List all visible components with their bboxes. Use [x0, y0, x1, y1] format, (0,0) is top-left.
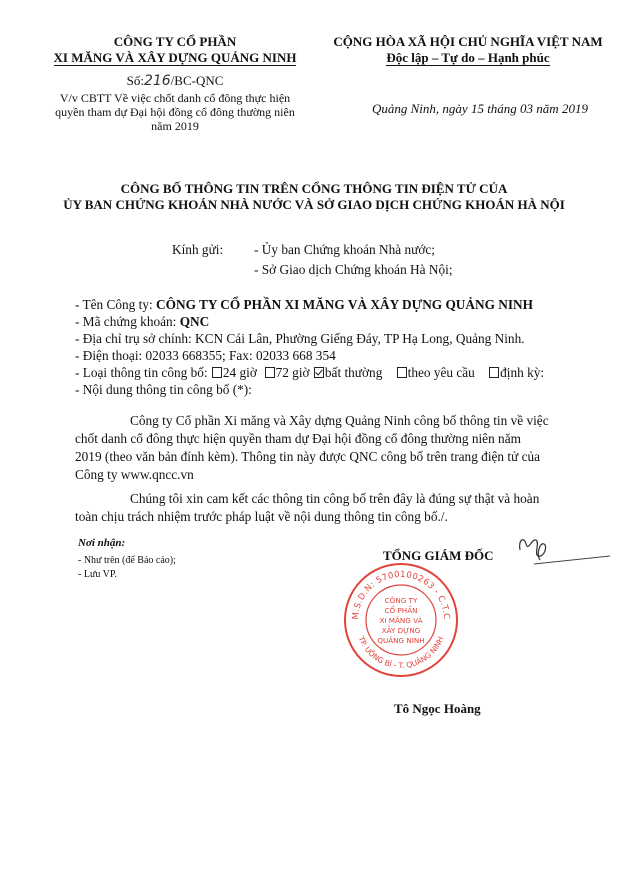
document-title: CÔNG BỐ THÔNG TIN TRÊN CỔNG THÔNG TIN ĐIỆN TỬ CỦA ỦY BAN CHỨNG KHOÁN NHÀ NƯỚC VÀ SỞ GIAO DỊCH CHỨNG KHOÁN HÀ NỘI	[63, 181, 565, 212]
seal-line-4: XÂY DỰNG	[381, 626, 421, 635]
handwritten-number: 216	[143, 73, 171, 89]
company-line-2: XI MĂNG VÀ XÂY DỰNG QUẢNG NINH	[53, 50, 297, 65]
doc-number: Số:216/BC-QNC	[126, 73, 224, 89]
nation-name: CỘNG HÒA XÃ HỘI CHỦ NGHĨA VIỆT NAM	[333, 34, 603, 49]
recipient-1: - Ủy ban Chứng khoán Nhà nước;	[254, 242, 435, 257]
phone-info: - Điện thoại: 02033 668355; Fax: 02033 668 354	[75, 348, 336, 363]
checkbox-irregular[interactable]	[314, 367, 324, 378]
address-info: - Địa chỉ trụ sở chính: KCN Cái Lân, Phường Giếng Đáy, TP Hạ Long, Quảng Ninh.	[75, 331, 525, 346]
header-company	[40, 34, 310, 133]
ticker-info: - Mã chứng khoán: QNC	[75, 314, 210, 329]
recipients-label: Kính gửi:	[172, 242, 224, 257]
seal-line-2: CỔ PHẦN	[384, 606, 418, 615]
seal-ring-top: M.S.D.N: 5700100263 - C.T.C	[350, 569, 452, 621]
company-line-1: CÔNG TY CỔ PHẦN	[113, 34, 237, 49]
motto: Độc lập – Tự do – Hạnh phúc	[386, 50, 550, 65]
header-nation	[318, 34, 618, 66]
signer-title: TỔNG GIÁM ĐỐC	[383, 548, 494, 563]
info-type: - Loại thông tin công bố: 24 giờ 72 giờ bất thường theo yêu cầu định kỳ:	[75, 365, 545, 380]
checkbox-on-request[interactable]	[397, 367, 407, 378]
recipients-list: - Như trên (để Báo cáo); - Lưu VP.	[78, 555, 176, 580]
content-label: - Nội dung thông tin công bố (*):	[75, 382, 252, 397]
seal-ring-bottom: TP. UÔNG BÍ - T. QUẢNG NINH	[356, 635, 446, 671]
recipients-title: Nơi nhận:	[78, 537, 126, 549]
checkbox-periodic[interactable]	[489, 367, 499, 378]
place-date: Quảng Ninh, ngày 15 tháng 03 năm 2019	[372, 101, 588, 116]
checkbox-72h[interactable]	[265, 367, 275, 378]
recipient-2: - Sở Giao dịch Chứng khoán Hà Nội;	[254, 262, 453, 277]
checkbox-24h[interactable]	[212, 367, 222, 378]
company-seal	[342, 561, 460, 679]
seal-line-3: XI MĂNG VÀ	[379, 616, 423, 625]
doc-subject: V/v CBTT Về việc chốt danh cổ đông thực hiện quyền tham dự Đại hội đồng cổ đông thường niên năm 2019	[55, 91, 295, 133]
signer-name: Tô Ngọc Hoàng	[394, 701, 481, 716]
seal-line-1: CÔNG TY	[384, 596, 418, 605]
body-paragraph-2: Chúng tôi xin cam kết các thông tin công bố trên đây là đúng sự thật và hoàn toàn chịu trách nhiệm trước pháp luật về nội dung thông tin công bố./.	[75, 491, 540, 524]
company-info: - Tên Công ty: CÔNG TY CỔ PHẦN XI MĂNG VÀ XÂY DỰNG QUẢNG NINH	[75, 297, 534, 312]
body-paragraph-1: Công ty Cổ phần Xi măng và Xây dựng Quảng Ninh công bố thông tin về việc chốt danh cổ đông thực hiện quyền tham dự Đại hội đồng cổ đông thường niên năm 2019 (theo văn bản đính kèm). Thông tin này được QNC công bố trên trang điện tử của Công ty www.qncc.vn	[75, 413, 549, 482]
seal-line-5: QUẢNG NINH	[377, 636, 425, 645]
